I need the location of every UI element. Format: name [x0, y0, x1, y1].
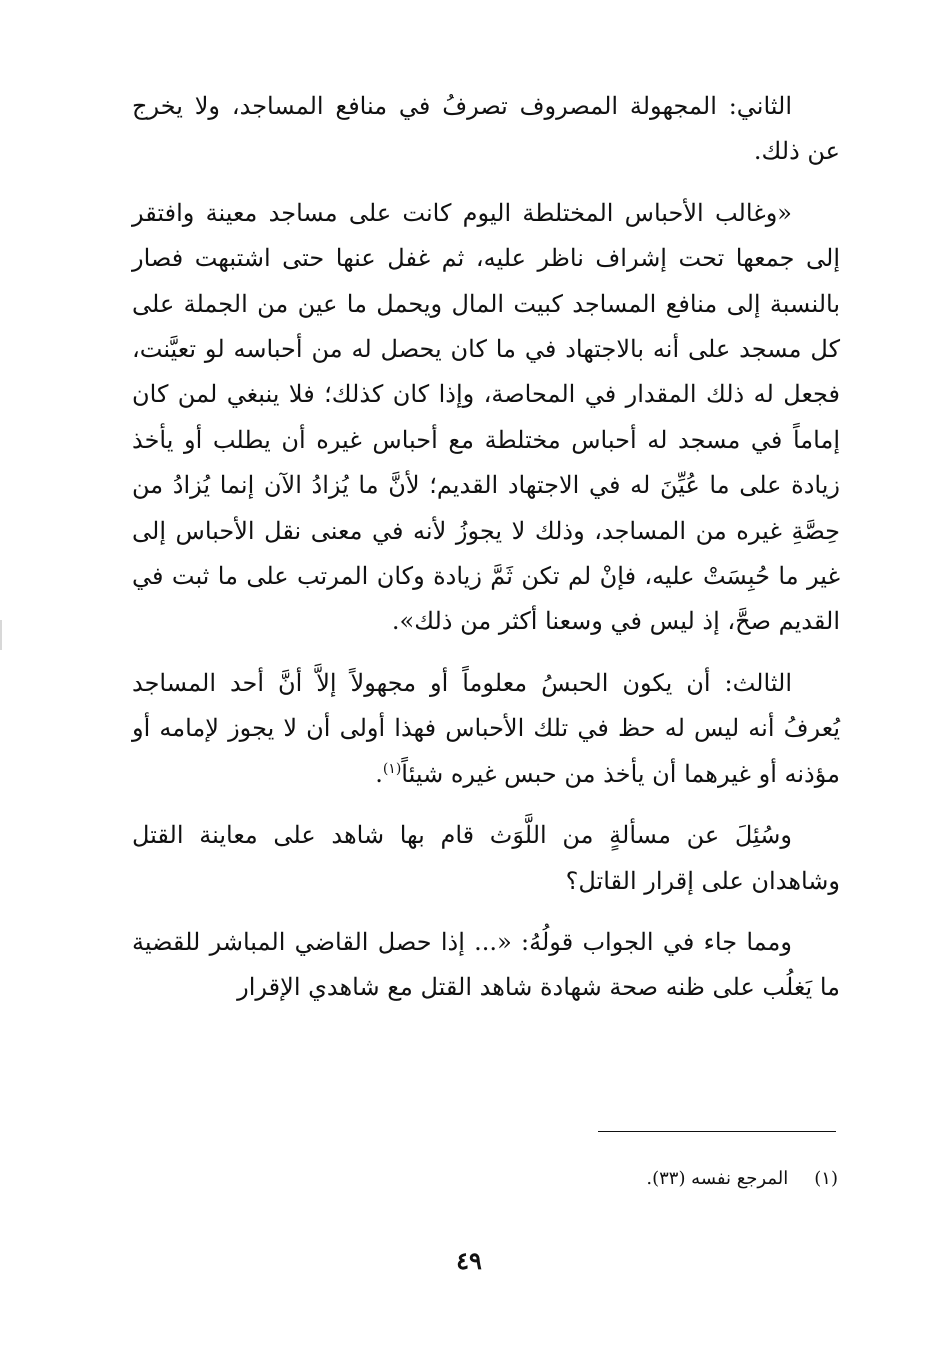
paragraph-4-question — [132, 813, 840, 904]
paragraph-3-text: الثالث: أن يكون الحبسُ معلوماً أو مجهولاً إلاَّ أنَّ أحد المساجد يُعرفُ أنه ليس له حظ في تلك الأحباس فهذا أولى أن لا يجوز لإمامه أو مؤذنه أو غيرهما أن يأخذ من حبس غيره شيئاً — [132, 668, 840, 788]
footnote-divider — [598, 1131, 836, 1132]
scan-margin-mark — [0, 620, 2, 650]
paragraph-4-text: وسُئِلَ عن مسألةٍ من اللَّوَث قام بها شاهد على معاينة القتل وشاهدان على إقرار القاتل؟ — [132, 821, 840, 895]
page-body — [132, 84, 840, 1027]
paragraph-3-tail: . — [375, 759, 383, 788]
paragraph-1 — [132, 84, 840, 175]
page-number: ٤٩ — [456, 1246, 482, 1275]
footnote — [338, 1166, 838, 1192]
paragraph-3 — [132, 661, 840, 797]
paragraph-2-text: «وغالب الأحباس المختلطة اليوم كانت على مساجد معينة وافتقر إلى جمعها تحت إشراف ناظر عليه، ثم غفل عنها حتى اشتبهت فصار بالنسبة إلى منافع المساجد كبيت المال ويحمل ما عين من الجملة على كل مسجد على أنه بالاجتهاد في ما كان يحصل له من أحباسه لو تعيَّنت، فجعل له ذلك المقدار في المحاصة، وإذا كان كذلك؛ فلا ينبغي لمن كان إماماً في مسجد له أحباس مختلطة مع أحباس غيره أن يطلب أو يأخذ زيادة على ما عُيِّنَ له في الاجتهاد القديم؛ لأنَّ ما يُزادُ الآن إنما يُزادُ من حِصَّةِ غيره من المساجد، وذلك لا يجوزُ لأنه في معنى نقل الأحباس إلى غير ما حُبِسَتْ عليه، فإنْ لم تكن ثَمَّ زيادة وكان المرتب على ما ثبت في القديم صحَّ، إذ ليس في وسعنا أكثر من ذلك». — [132, 198, 840, 636]
footnote-reference[interactable]: (١) — [382, 760, 402, 777]
footnote-text: المرجع نفسه (٣٣). — [646, 1168, 789, 1189]
footnote-number: (١) — [814, 1168, 838, 1189]
paragraph-5-text: ومما جاء في الجواب قولُهُ: «... إذا حصل القاضي المباشر للقضية ما يَغلُب على ظنه صحة شهادة شاهد القتل مع شاهدي الإقرار — [132, 927, 840, 1002]
paragraph-2-quote — [132, 191, 840, 645]
paragraph-5-answer — [132, 920, 840, 1011]
paragraph-1-text: الثاني: المجهولة المصروف تصرفُ في منافع المساجد، ولا يخرج عن ذلك. — [132, 92, 840, 166]
